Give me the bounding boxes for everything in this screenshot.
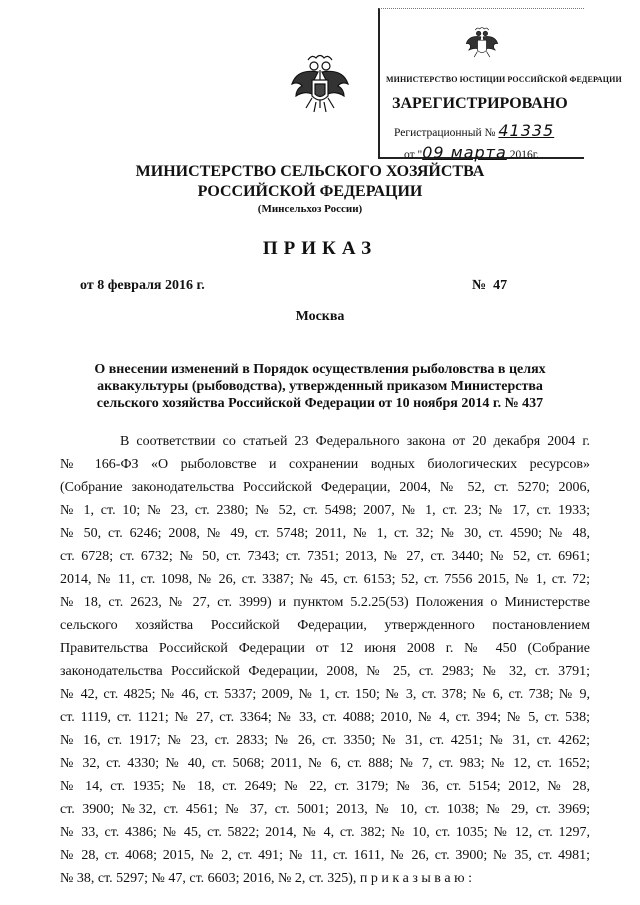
stamp-date-year: 2016г. [509,149,539,161]
order-date: от 8 февраля 2016 г. [80,278,205,293]
body-line: № 33, ст. 4386; № 45, ст. 5822; 2014, № 4, ст. 382; № 10, ст. 1035; № 12, ст. 1297, [60,825,590,840]
body-line: № 38, ст. 5297; № 47, ст. 6603; 2016, № 2, ст. 325), п р и к а з ы в а ю : [60,871,472,886]
order-title: ПРИКАЗ [262,238,378,259]
stamp-emblem-icon [464,23,500,63]
ministry-name-line1: МИНИСТЕРСТВО СЕЛЬСКОГО ХОЗЯЙСТВА [135,163,485,180]
body-line: Правительства Российской Федерации от 12 июня 2008 г. № 450 (Собрание [60,641,590,656]
registration-stamp [378,8,622,162]
stamp-registration-number [394,121,554,140]
ministry-short-name: (Минсельхоз России) [257,203,363,215]
stamp-ministry-text: МИНИСТЕРСТВО ЮСТИЦИИ РОССИЙСКОЙ ФЕДЕРАЦИИ [386,75,622,84]
stamp-date-prefix: от " [404,149,423,161]
body-line: ст. 1119, ст. 1121; № 27, ст. 3364; № 33, ст. 4088; 2010, № 4, ст. 394; № 5, ст. 538; [60,710,590,725]
body-line: № 32, ст. 4330; № 40, ст. 5068; 2011, № 6, ст. 888; № 7, ст. 983; № 12, ст. 1652; [60,756,590,771]
body-line: № 50, ст. 6246; 2008, № 49, ст. 5748; 2011, № 1, ст. 32; № 30, ст. 4590; № 48, [60,526,590,541]
body-line: № 166-ФЗ «О рыболовстве и сохранении водных биологических ресурсов» [60,457,590,472]
body-line: № 28, ст. 4068; 2015, № 2, ст. 491; № 11, ст. 1611, № 26, ст. 3900; № 35, ст. 4981; [60,848,590,863]
stamp-date [404,143,539,162]
body-line: (Собрание законодательства Российской Федерации, 2004, № 52, ст. 5270; 2006, [60,480,590,495]
order-body-text [60,430,590,890]
stamp-registered-text: ЗАРЕГИСТРИРОВАНО [392,95,568,112]
body-line: В соответствии со статьей 23 Федерального закона от 20 декабря 2004 г. [120,434,590,449]
body-line: № 14, ст. 1935; № 18, ст. 2649; № 22, ст. 3179; № 36, ст. 5154; 2012, № 28, [60,779,590,794]
body-line: № 1, ст. 10; № 23, ст. 2380; № 52, ст. 5498; 2007, № 1, ст. 23; № 17, ст. 1933; [60,503,590,518]
body-line: 2014, № 11, ст. 1098, № 26, ст. 3387; № 45, ст. 6153; 52, ст. 7556 2015, № 1, ст. 72; [60,572,590,587]
body-line: № 42, ст. 4825; № 46, ст. 5337; 2009, № 1, ст. 150; № 3, ст. 378; № 6, ст. 738; № 9, [60,687,590,702]
body-line: ст. 6728; ст. 6732; № 50, ст. 7343; ст. 7351; 2013, № 27, ст. 3440; № 52, ст. 6961; [60,549,590,564]
subject-line: аквакультуры (рыбоводства), утвержденный приказом Министерства [97,379,543,394]
order-number: № 47 [472,278,508,293]
subject-line: О внесении изменений в Порядок осуществления рыболовства в целях [94,362,546,377]
order-city: Москва [295,309,345,324]
body-line: законодательства Российской Федерации, 2008, № 25, ст. 2983; № 32, ст. 3791; [60,664,590,679]
coat-of-arms-emblem [288,50,352,116]
subject-line: сельского хозяйства Российской Федерации от 10 ноября 2014 г. № 437 [96,396,544,411]
stamp-reg-label: Регистрационный № [394,127,496,139]
body-line: ст. 3900; №32, ст. 4561; № 37, ст. 5001; 2013, № 10, ст. 1038; № 29, ст. 3969; [60,802,590,817]
ministry-name-line2: РОССИЙСКОЙ ФЕДЕРАЦИИ [197,183,423,200]
body-line: № 16, ст. 1917; № 23, ст. 2833; № 26, ст. 3350; № 31, ст. 4251; № 31, ст. 4262; [60,733,590,748]
body-line: № 18, ст. 2623, № 27, ст. 3999) и пунктом 5.2.25(53) Положения о Министерстве [60,595,590,610]
order-subject [78,361,562,412]
body-line: сельского хозяйства Российской Федерации, утвержденного постановлением [60,618,590,633]
stamp-reg-number-handwritten: 41335 [498,121,555,140]
stamp-date-handwritten: 09 марта [422,143,507,162]
